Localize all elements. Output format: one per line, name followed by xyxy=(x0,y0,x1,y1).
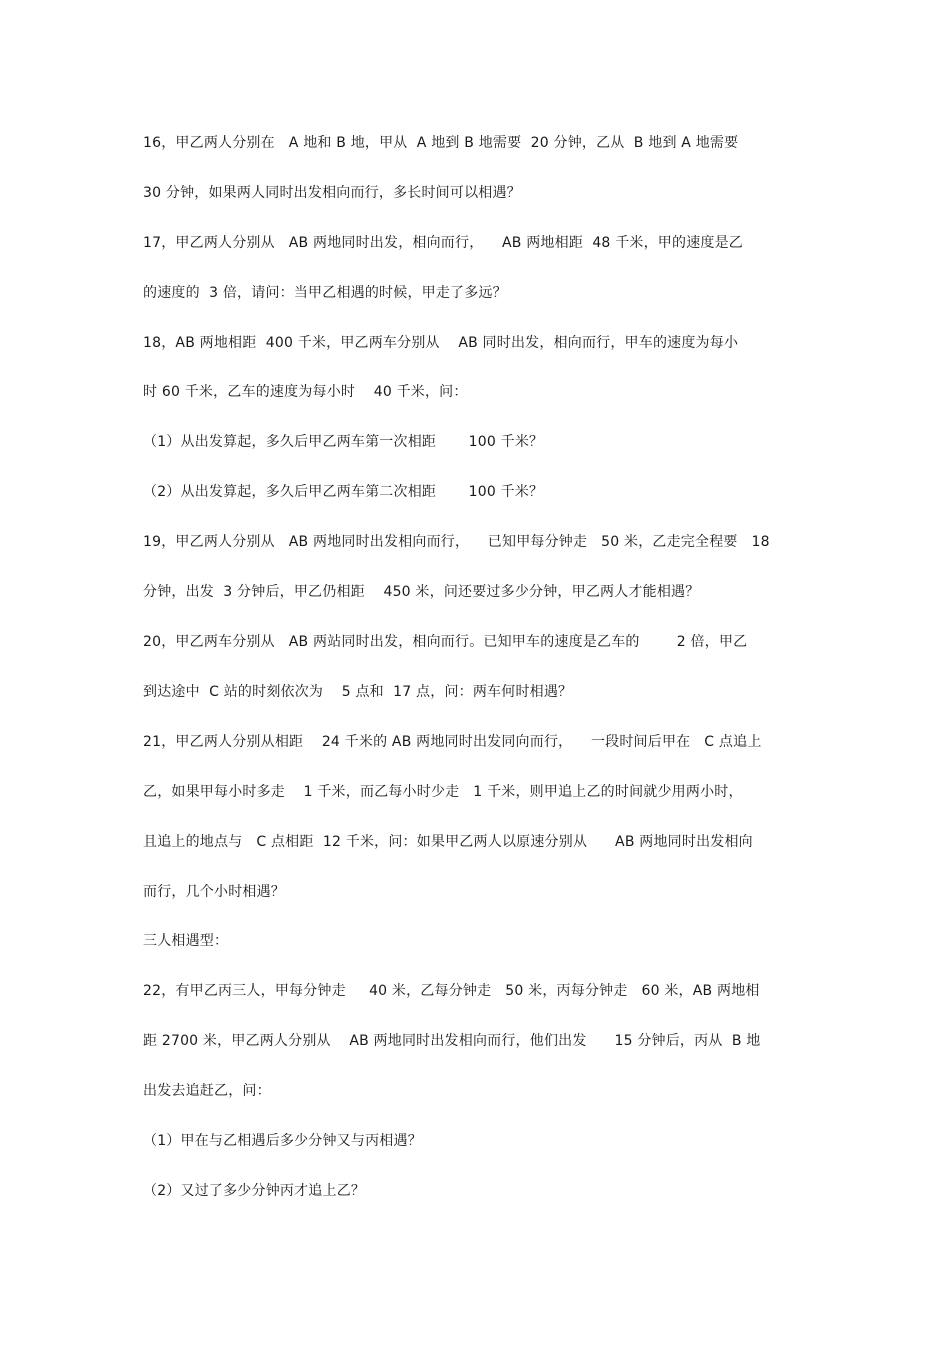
problem-21-line-4: 而行，几个小时相遇？ xyxy=(143,884,285,900)
section-heading: 三人相遇型： xyxy=(143,933,229,949)
problem-17-line-2: 的速度的 3 倍，请问：当甲乙相遇的时候，甲走了多远？ xyxy=(143,285,507,301)
problem-22-subquestion-1: （1）甲在与乙相遇后多少分钟又与丙相遇？ xyxy=(143,1133,422,1149)
problem-18-subquestion-2: （2）从出发算起，多久后甲乙两车第二次相距 100 千米？ xyxy=(143,484,544,500)
problem-17-line-1: 17，甲乙两人分别从 AB 两地同时出发，相向而行， AB 两地相距 48 千米，甲的速度是乙 xyxy=(143,235,743,251)
problem-16-line-2: 30 分钟，如果两人同时出发相向而行，多长时间可以相遇？ xyxy=(143,185,521,201)
problem-22-line-2: 距 2700 米，甲乙两人分别从 AB 两地同时出发相向而行，他们出发 15 分钟后，丙从 B 地 xyxy=(143,1033,761,1049)
problem-18-line-2: 时 60 千米，乙车的速度为每小时 40 千米，问： xyxy=(143,384,468,400)
problem-21-line-1: 21，甲乙两人分别从相距 24 千米的 AB 两地同时出发同向而行， 一段时间后甲在 C 点追上 xyxy=(143,734,762,750)
problem-18-subquestion-1: （1）从出发算起，多久后甲乙两车第一次相距 100 千米？ xyxy=(143,434,544,450)
problem-20-line-1: 20，甲乙两车分别从 AB 两站同时出发，相向而行。已知甲车的速度是乙车的 2 倍，甲乙 xyxy=(143,634,748,650)
problem-16-line-1: 16，甲乙两人分别在 A 地和 B 地，甲从 A 地到 B 地需要 20 分钟，乙从 B 地到 A 地需要 xyxy=(143,135,739,151)
problem-21-line-2: 乙，如果甲每小时多走 1 千米，而乙每小时少走 1 千米，则甲追上乙的时间就少用两小时， xyxy=(143,784,743,800)
problem-19-line-1: 19，甲乙两人分别从 AB 两地同时出发相向而行， 已知甲每分钟走 50 米，乙走完全程要 18 xyxy=(143,534,770,550)
problem-22-line-1: 22，有甲乙丙三人，甲每分钟走 40 米，乙每分钟走 50 米，丙每分钟走 60 米，AB 两地相 xyxy=(143,983,760,999)
problem-20-line-2: 到达途中 C 站的时刻依次为 5 点和 17 点，问：两车何时相遇？ xyxy=(143,684,573,700)
problem-19-line-2: 分钟，出发 3 分钟后，甲乙仍相距 450 米，问还要过多少分钟，甲乙两人才能相遇？ xyxy=(143,584,700,600)
problem-22-line-3: 出发去追赶乙，问： xyxy=(143,1083,271,1099)
problem-18-line-1: 18，AB 两地相距 400 千米，甲乙两车分别从 AB 同时出发，相向而行，甲车的速度为每小 xyxy=(143,335,739,351)
problem-22-subquestion-2: （2）又过了多少分钟丙才追上乙？ xyxy=(143,1183,366,1199)
problem-21-line-3: 且追上的地点与 C 点相距 12 千米，问：如果甲乙两人以原速分别从 AB 两地同时出发相向 xyxy=(143,834,753,850)
